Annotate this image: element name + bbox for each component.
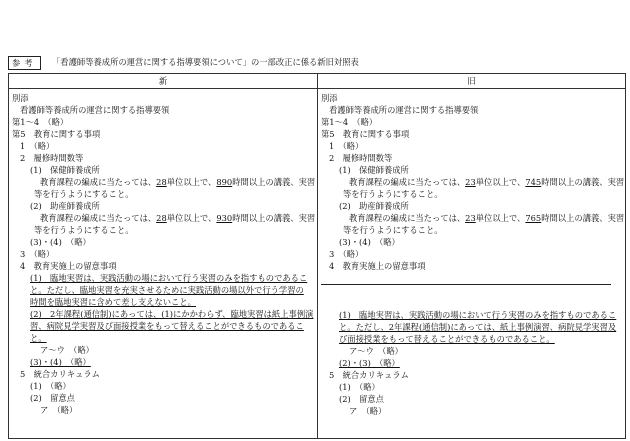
new-column <box>9 89 318 439</box>
subitem-a-u: ア～ウ （略） <box>349 346 403 356</box>
subitem-midwife: (2) 助産師養成所 <box>30 201 100 211</box>
subitem-1: (1) （略） <box>339 382 380 392</box>
paragraph-line: 教育課程の編成に当たっては、28単位以上で、890時間以上の講義、実習 <box>40 177 316 187</box>
item-3: 3 （略） <box>20 249 55 259</box>
old-column-header: 旧 <box>318 74 626 89</box>
paragraph-line: と。 <box>30 333 47 343</box>
item-4-heading: 4 教育実施上の留意事項 <box>329 261 426 271</box>
subitem-1: (1) （略） <box>30 381 71 391</box>
attachment-label: 別添 <box>12 93 29 103</box>
section-1-4: 第1～4 （略） <box>12 117 69 127</box>
paragraph-line: 教育課程の編成に当たっては、23単位以上で、745時間以上の講義、実習 <box>349 177 625 187</box>
blank-spacer <box>321 272 611 285</box>
attachment-label: 別添 <box>321 93 338 103</box>
paragraph-line: (2) 2年課程(通信制)にあっては、(1)にかかわらず、臨地実習は紙上事例演 <box>30 309 314 319</box>
old-column <box>318 89 626 439</box>
subitem-midwife: (2) 助産師養成所 <box>339 201 409 211</box>
subitem-2: (2) 留意点 <box>339 394 384 404</box>
reference-tag: 参考 <box>8 56 41 70</box>
paragraph-line: (1) 臨地実習は、実践活動の場において行う実習のみを指すものであるこ <box>30 273 308 283</box>
subitem-2-3: (2)・(3) （略） <box>339 358 400 368</box>
paragraph-line: び面接授業をもって替えることができるものであること。 <box>339 334 555 344</box>
item-1: 1 （略） <box>329 141 364 151</box>
subitem-a-u: ア～ウ （略） <box>40 345 94 355</box>
blank-spacer <box>321 297 623 309</box>
paragraph-line: 等を行うようにすること。 <box>343 225 443 235</box>
item-2-heading: 2 履修時間数等 <box>329 153 393 163</box>
item-5-heading: 5 統合カリキュラム <box>329 370 409 380</box>
comparison-table <box>8 73 626 439</box>
subitem-a: ア （略） <box>40 405 78 415</box>
item-5-heading: 5 統合カリキュラム <box>20 369 100 379</box>
guideline-title: 看護師等養成所の運営に関する指導要領 <box>329 105 479 115</box>
paragraph-line: 等を行うようにすること。 <box>34 225 134 235</box>
section-5-heading: 第5 教育に関する事項 <box>12 129 101 139</box>
subitem-3-4: (3)・(4) （略） <box>339 237 400 247</box>
subitem-a: ア （略） <box>349 406 387 416</box>
paragraph-line: と。ただし、2年課程(通信制)にあっては、紙上事例演習、病院見学実習及 <box>339 322 617 332</box>
subitem-public-health-nurse: (1) 保健師養成所 <box>339 165 409 175</box>
paragraph-line: 教育課程の編成に当たっては、28単位以上で、930時間以上の講義、実習 <box>40 213 316 223</box>
subitem-3-4: (3)・(4) （略） <box>30 357 91 367</box>
blank-spacer <box>321 285 623 297</box>
paragraph-line: と。ただし、臨地実習を充実させるために実践活動の場以外で行う学習の <box>30 285 304 295</box>
subitem-public-health-nurse: (1) 保健師養成所 <box>30 165 100 175</box>
paragraph-line: 習、病院見学実習及び面接授業をもって替えることができるものであるこ <box>30 321 304 331</box>
item-1: 1 （略） <box>20 141 55 151</box>
paragraph-line: 等を行うようにすること。 <box>343 189 443 199</box>
item-3: 3 （略） <box>329 249 364 259</box>
item-2-heading: 2 履修時間数等 <box>20 153 84 163</box>
guideline-title: 看護師等養成所の運営に関する指導要領 <box>20 105 170 115</box>
paragraph-line: (1) 臨地実習は、実践活動の場において行う実習のみを指すものであるこ <box>339 310 617 320</box>
paragraph-line: 等を行うようにすること。 <box>34 189 134 199</box>
paragraph-line: 時間を臨地実習に含めて差し支えないこと。 <box>30 297 196 307</box>
subitem-2: (2) 留意点 <box>30 393 75 403</box>
paragraph-line: 教育課程の編成に当たっては、23単位以上で、765時間以上の講義、実習 <box>349 213 625 223</box>
new-column-header: 新 <box>9 74 318 89</box>
subitem-3-4: (3)・(4) （略） <box>30 237 91 247</box>
section-5-heading: 第5 教育に関する事項 <box>321 129 410 139</box>
item-4-heading: 4 教育実施上の留意事項 <box>20 261 117 271</box>
document-title: 「看護師等養成所の運営に関する指導要領について」の一部改正に係る新旧対照表 <box>52 57 359 67</box>
section-1-4: 第1～4 （略） <box>321 117 378 127</box>
